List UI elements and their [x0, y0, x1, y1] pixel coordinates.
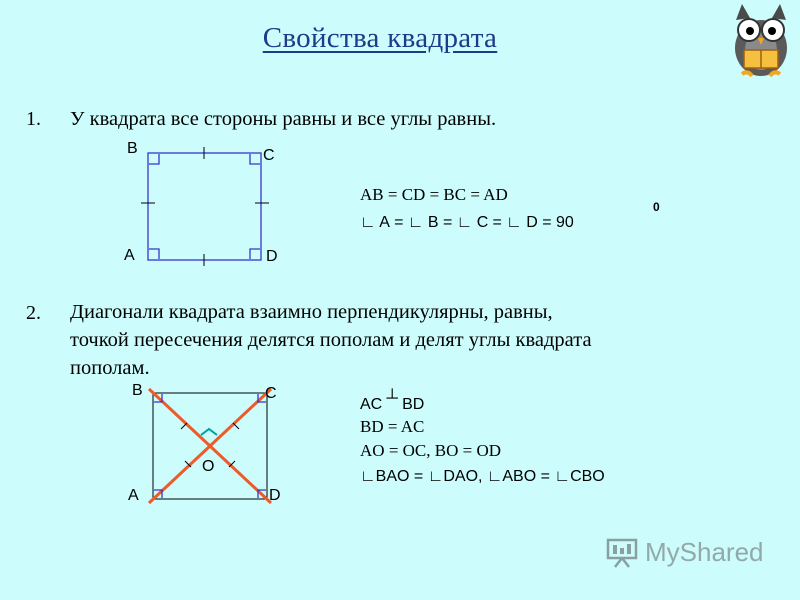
- vertex-d2-label: D: [269, 487, 281, 504]
- property-1-text: У квадрата все стороны равны и все углы равны.: [70, 108, 497, 130]
- vertex-c-label: C: [263, 147, 275, 164]
- page-title: Свойства квадрата: [262, 22, 498, 54]
- presentation-icon: [605, 535, 639, 569]
- property-2-line-3: пополам.: [70, 357, 150, 379]
- watermark-text: MyShared: [645, 536, 764, 567]
- property-2-line-2: точкой пересечения делятся пополам и делят углы квадрата: [70, 329, 592, 351]
- square-diagram-2: [145, 385, 275, 505]
- equal-sides-statement: AB = CD = BC = AD: [360, 185, 508, 204]
- bisection-statement: AO = OC, BO = OD: [360, 441, 502, 460]
- vertex-b-label: B: [127, 140, 138, 157]
- owl-illustration: [722, 0, 800, 80]
- property-2-line-1: Диагонали квадрата взаимно перпендикулярны, равны,: [70, 301, 553, 323]
- square-diagram-1: [140, 145, 270, 270]
- equal-angles-statement: ∟ A = ∟ B = ∟ C = ∟ D = 90: [360, 214, 574, 231]
- vertex-a-label: A: [124, 247, 135, 264]
- perpendicular-statement: AC ┴ BD: [360, 390, 425, 413]
- degree-superscript: 0: [653, 200, 660, 214]
- vertex-d-label: D: [266, 248, 278, 265]
- property-1-number: 1.: [26, 108, 41, 130]
- equal-diagonals-statement: BD = AC: [360, 417, 425, 436]
- vertex-a2-label: A: [128, 487, 139, 504]
- property-2-number: 2.: [26, 302, 41, 324]
- property-2-text: [70, 298, 592, 382]
- vertex-c2-label: C: [265, 385, 277, 402]
- watermark: [605, 535, 764, 569]
- vertex-b2-label: B: [132, 382, 143, 399]
- angle-bisect-statement: ∟BAO = ∟DAO, ∟ABO = ∟CBO: [360, 468, 605, 485]
- vertex-o-label: O: [202, 458, 215, 475]
